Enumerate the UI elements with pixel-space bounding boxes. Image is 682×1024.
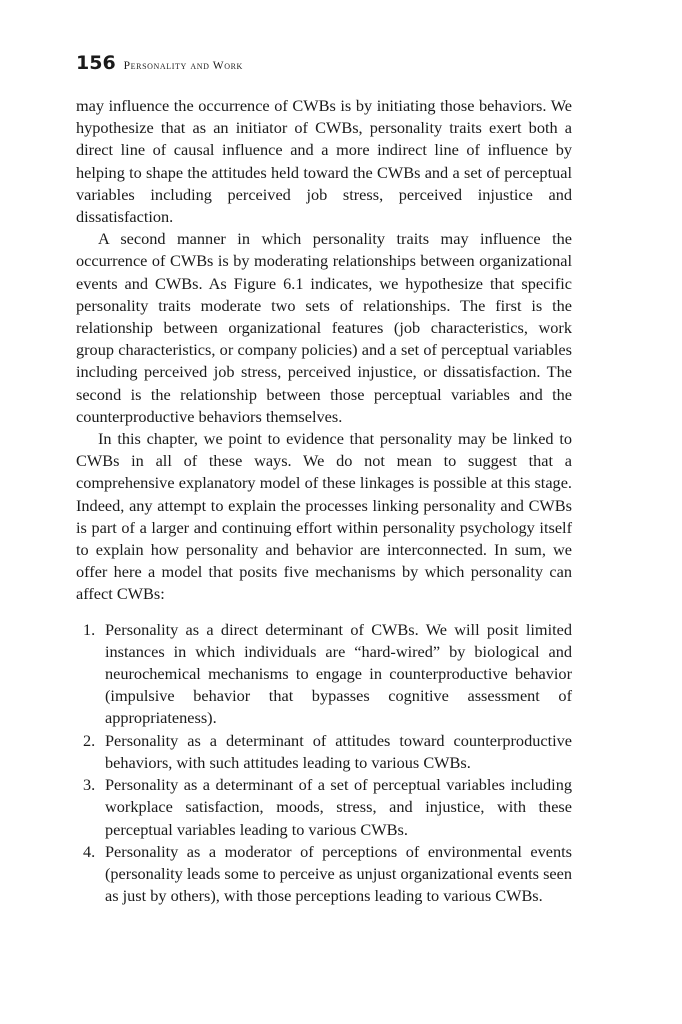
list-item-text: Personality as a moderator of perceptions of environmental events (personality leads some to perceive as unjust organizational events seen as just by others), with those perceptions leading to various CWBs.	[105, 841, 572, 906]
list-item-text: Personality as a direct determinant of CWBs. We will posit limited instances in which individuals are “hard-wired” by biological and neurochemical mechanisms to engage in counterproductive behavior (impulsive behavior that bypasses cognitive assessment of appropriateness).	[105, 619, 572, 728]
list-item-number: 2.	[83, 730, 96, 750]
list-item-number: 3.	[83, 775, 96, 795]
running-title: Personality and Work	[123, 60, 243, 72]
list-item-text: Personality as a determinant of attitudes toward counterproductive behaviors, with such attitudes leading to various CWBs.	[105, 730, 572, 772]
body-text	[76, 95, 572, 907]
list-item-number: 4.	[83, 841, 96, 861]
list-item	[76, 730, 572, 774]
paragraph-moderating: A second manner in which personality traits may influence the occurrence of CWBs is by moderating relationships between organizational events and CWBs. As Figure 6.1 indicates, we hypothesize that specific personality traits moderate two sets of relationships. The first is the relationship between organizational features (job characteristics, work group characteristics, or company policies) and a set of perceptual variables including perceived job stress, perceived injustice, or dissatisfaction. The second is the relationship between those perceptual variables and the counterproductive behaviors themselves.	[76, 229, 572, 426]
list-item-text: Personality as a determinant of a set of perceptual variables including workplace satisfaction, moods, stress, and injustice, with these perceptual variables leading to various CWBs.	[105, 775, 572, 839]
list-item	[76, 774, 572, 841]
mechanisms-list	[76, 619, 572, 908]
paragraph-continuation: may influence the occurrence of CWBs is by initiating those behaviors. We hypothesize that as an initiator of CWBs, personality traits exert both a direct line of causal influence and a more indirect line of influence by helping to shape the attitudes held toward the CWBs and a set of perceptual variables including perceived job stress, perceived injustice and dissatisfaction.	[76, 96, 572, 227]
list-item	[76, 619, 572, 730]
list-item	[76, 841, 572, 908]
page-number: 156	[76, 52, 116, 74]
list-item-number: 1.	[83, 619, 96, 639]
paragraph-chapter-overview: In this chapter, we point to evidence that personality may be linked to CWBs in all of these ways. We do not mean to suggest that a comprehensive explanatory model of these linkages is possible at this stage. Indeed, any attempt to explain the processes linking personality and CWBs is part of a larger and continuing effort within personality psychology itself to explain how personality and behavior are interconnected. In sum, we offer here a model that posits five mechanisms by which personality can affect CWBs:	[76, 429, 572, 604]
running-head	[76, 52, 243, 74]
